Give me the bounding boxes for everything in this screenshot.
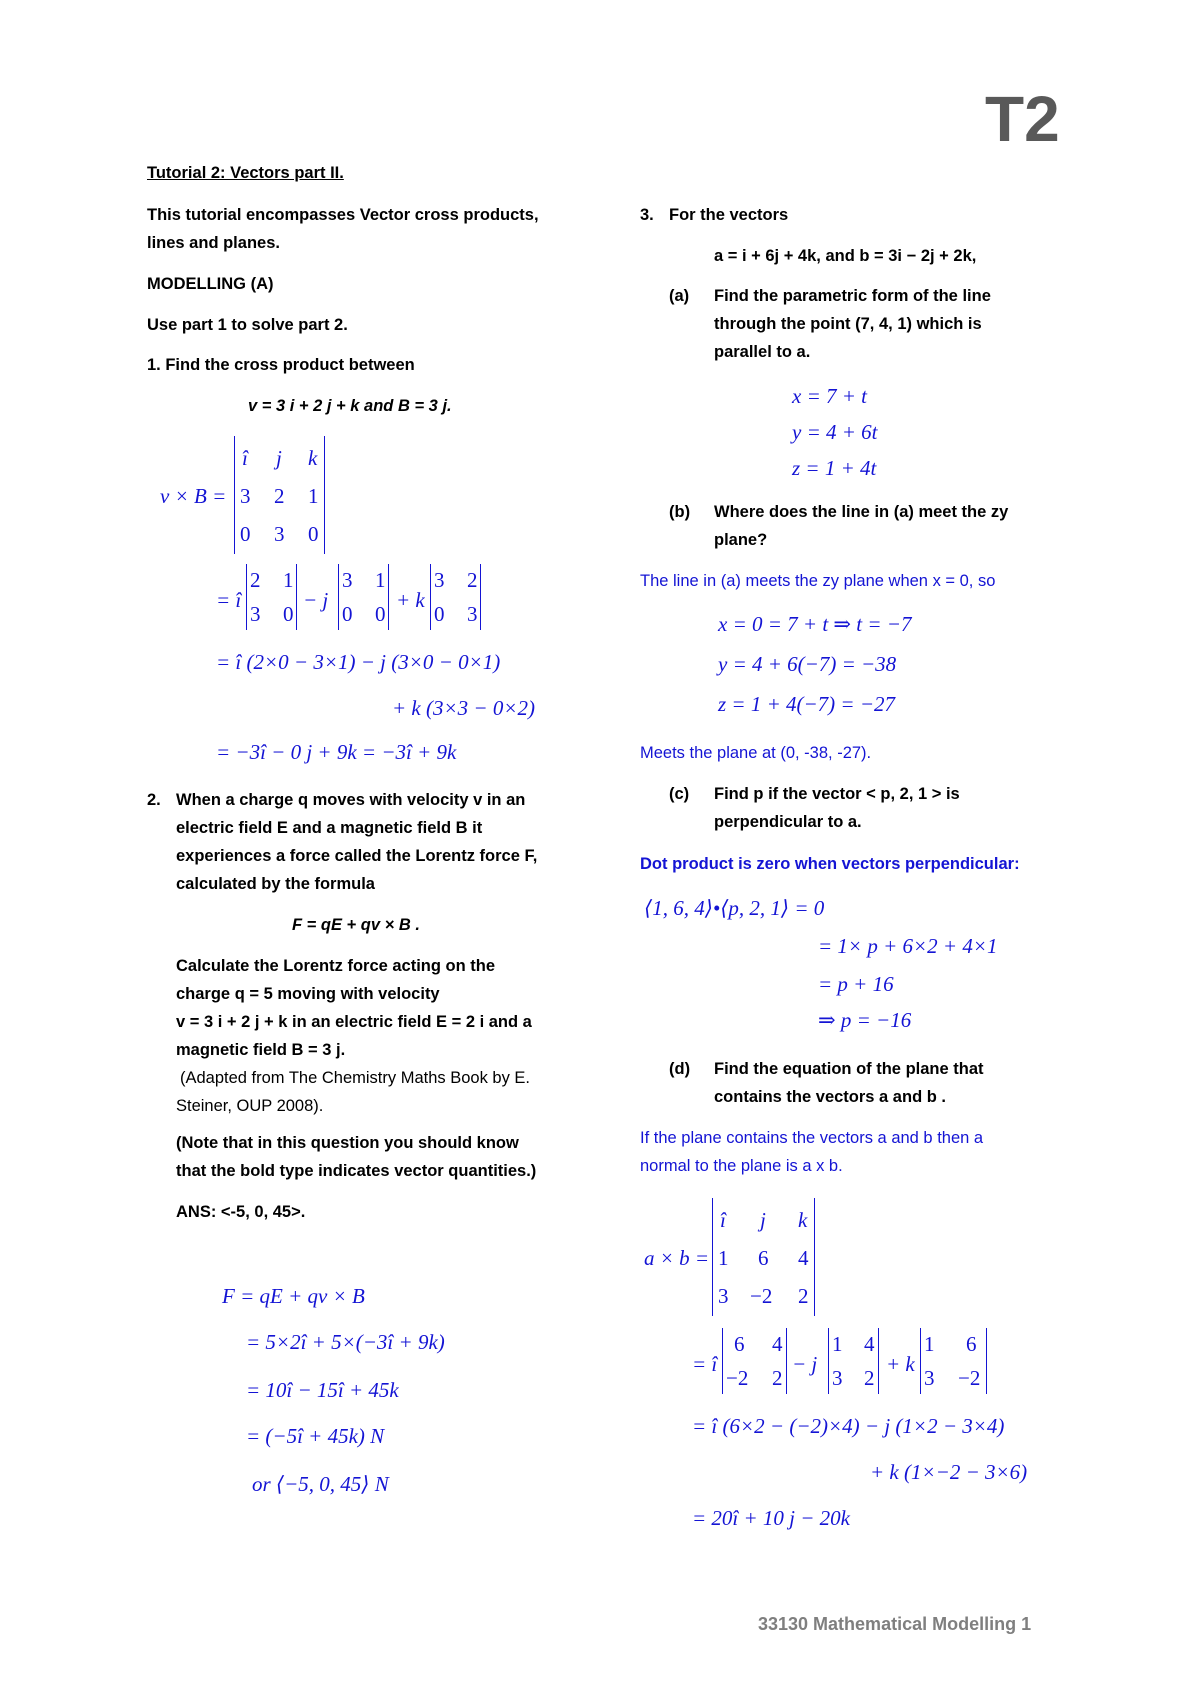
q3-number: 3.	[640, 206, 654, 224]
q2-line-1: When a charge q moves with velocity v in an	[176, 791, 526, 809]
d-det-cell: î	[720, 1208, 726, 1232]
c-step-4: ⇒ p = −16	[818, 1008, 912, 1032]
q2-line-6: charge q = 5 moving with velocity	[176, 985, 440, 1003]
q3-vectors: a = i + 6j + 4k, and b = 3i − 2j + 2k,	[714, 247, 977, 265]
part-d-answer-1: If the plane contains the vectors a and b then a	[640, 1129, 984, 1147]
part-a-line-1: Find the parametric form of the line	[714, 287, 991, 305]
d-det-cell: 4	[798, 1246, 809, 1270]
d-det-cell: j	[760, 1208, 766, 1232]
minor-bar	[480, 564, 481, 630]
part-d-answer-2: normal to the plane is a x b.	[640, 1157, 843, 1175]
q2-source-1: (Adapted from The Chemistry Maths Book by E.	[180, 1069, 531, 1087]
q2-step-4: = (−5î + 45k) N	[246, 1424, 385, 1448]
c-step-2: = 1× p + 6×2 + 4×1	[818, 934, 998, 958]
minus-j: − j	[303, 588, 329, 612]
minor-cell: 3	[924, 1366, 935, 1390]
part-c-answer: Dot product is zero when vectors perpendicular:	[640, 855, 1020, 873]
minor-bar	[296, 564, 297, 630]
minor-cell: 0	[342, 602, 353, 626]
part-b-answer-2: Meets the plane at (0, -38, -27).	[640, 744, 872, 762]
intro-line-2: lines and planes.	[147, 234, 280, 252]
q2-step-5: or ⟨−5, 0, 45⟩ N	[252, 1472, 389, 1496]
part-d-line-2: contains the vectors a and b .	[714, 1088, 946, 1106]
q1-cross-lhs: v × B =	[160, 484, 227, 508]
q1-det-cell: 1	[308, 484, 319, 508]
minor-cell: 1	[283, 568, 294, 592]
d-result: = 20î + 10 j − 20k	[692, 1506, 851, 1530]
part-d-line-1: Find the equation of the plane that	[714, 1060, 984, 1078]
q1-det-cell: j	[276, 446, 282, 470]
c-step-3: = p + 16	[818, 972, 894, 996]
c-step-1: ⟨1, 6, 4⟩•⟨p, 2, 1⟩ = 0	[644, 896, 825, 920]
minor-bar	[878, 1328, 879, 1394]
minor-cell: 1	[375, 568, 386, 592]
section-heading: MODELLING (A)	[147, 275, 274, 293]
minor-cell: 1	[924, 1332, 935, 1356]
q1-result: = −3î − 0 j + 9k = −3î + 9k	[216, 740, 457, 764]
d-cross-lhs: a × b =	[644, 1246, 710, 1270]
q2-step-2: = 5×2î + 5×(−3î + 9k)	[246, 1330, 445, 1354]
q2-note-2: that the bold type indicates vector quantities.)	[176, 1162, 537, 1180]
param-y: y = 4 + 6t	[792, 420, 878, 444]
q2-line-3: experiences a force called the Lorentz force F,	[176, 847, 538, 865]
q1-expansion-start: = î	[216, 588, 242, 612]
param-z: z = 1 + 4t	[792, 456, 877, 480]
minor-cell: 4	[772, 1332, 783, 1356]
b-step-z: z = 1 + 4(−7) = −27	[718, 692, 896, 716]
minor-cell: 2	[250, 568, 261, 592]
q1-line-3: = î (2×0 − 3×1) − j (3×0 − 0×1)	[216, 650, 501, 674]
minor-cell: 2	[467, 568, 478, 592]
part-a-label: (a)	[669, 287, 690, 305]
d-det-left-bar	[712, 1198, 713, 1316]
minor-cell: 3	[434, 568, 445, 592]
plus-k: + k	[886, 1352, 915, 1376]
part-a-line-2: through the point (7, 4, 1) which is	[714, 315, 982, 333]
minor-bar	[920, 1328, 921, 1394]
part-b-label: (b)	[669, 503, 691, 521]
b-step-y: y = 4 + 6(−7) = −38	[718, 652, 897, 676]
minor-cell: 0	[375, 602, 386, 626]
minor-bar	[828, 1328, 829, 1394]
question-1-expression: v = 3 i + 2 j + k and B = 3 j.	[248, 397, 452, 415]
d-line-3: = î (6×2 − (−2)×4) − j (1×2 − 3×4)	[692, 1414, 1005, 1438]
question-1: 1. Find the cross product between	[147, 356, 415, 374]
d-det-cell: k	[798, 1208, 808, 1232]
d-det-cell: 1	[718, 1246, 729, 1270]
part-b-line-2: plane?	[714, 531, 768, 549]
minor-cell: 0	[434, 602, 445, 626]
q1-line-4: + k (3×3 − 0×2)	[392, 696, 535, 720]
d-det-cell: 2	[798, 1284, 809, 1308]
minor-cell: 0	[283, 602, 294, 626]
q2-note-1: (Note that in this question you should know	[176, 1134, 519, 1152]
minor-cell: 2	[772, 1366, 783, 1390]
q2-number: 2.	[147, 791, 161, 809]
q3-heading: For the vectors	[669, 206, 789, 224]
b-step-x: x = 0 = 7 + t ⇒ t = −7	[718, 612, 912, 636]
minor-cell: 3	[832, 1366, 843, 1390]
q2-line-8: magnetic field B = 3 j.	[176, 1041, 346, 1059]
q1-det-cell: k	[308, 446, 318, 470]
q2-line-2: electric field E and a magnetic field B it	[176, 819, 483, 837]
q1-det-cell: 3	[274, 522, 285, 546]
d-det-cell: 6	[758, 1246, 769, 1270]
q1-det-cell: 0	[240, 522, 251, 546]
lorentz-formula: F = qE + qv × B .	[292, 916, 420, 934]
minor-cell: 6	[966, 1332, 977, 1356]
q1-det-cell: 2	[274, 484, 285, 508]
minor-cell: 3	[467, 602, 478, 626]
tutorial-title: Tutorial 2: Vectors part II.	[147, 164, 344, 182]
q1-det-cell: î	[242, 446, 248, 470]
param-x: x = 7 + t	[792, 384, 867, 408]
minor-bar	[388, 564, 389, 630]
d-det-cell: 3	[718, 1284, 729, 1308]
q1-det-left-bar	[234, 436, 235, 554]
q2-step-1: F = qE + qv × B	[222, 1284, 365, 1308]
intro-line-1: This tutorial encompasses Vector cross products,	[147, 206, 539, 224]
instruction: Use part 1 to solve part 2.	[147, 316, 348, 334]
minor-cell: 2	[864, 1366, 875, 1390]
minor-cell: 6	[734, 1332, 745, 1356]
part-b-answer-1: The line in (a) meets the zy plane when x = 0, so	[640, 572, 996, 590]
q1-det-cell: 3	[240, 484, 251, 508]
minor-cell: 4	[864, 1332, 875, 1356]
d-det-cell: −2	[750, 1284, 773, 1308]
d-line-4: + k (1×−2 − 3×6)	[870, 1460, 1028, 1484]
plus-k: + k	[396, 588, 425, 612]
minor-cell: −2	[726, 1366, 749, 1390]
minor-cell: 1	[832, 1332, 843, 1356]
minor-cell: 3	[342, 568, 353, 592]
q1-det-right-bar	[324, 436, 325, 554]
minor-bar	[986, 1328, 987, 1394]
q2-line-4: calculated by the formula	[176, 875, 375, 893]
part-a-line-3: parallel to a.	[714, 343, 811, 361]
footer-course: 33130 Mathematical Modelling 1	[758, 1614, 1032, 1634]
minor-bar	[722, 1328, 723, 1394]
part-d-label: (d)	[669, 1060, 691, 1078]
minor-cell: 3	[250, 602, 261, 626]
minus-j: − j	[792, 1352, 818, 1376]
page-tag: T2	[985, 83, 1060, 155]
minor-bar	[338, 564, 339, 630]
d-det-right-bar	[814, 1198, 815, 1316]
minor-bar	[430, 564, 431, 630]
part-b-line-1: Where does the line in (a) meet the zy	[714, 503, 1009, 521]
minor-bar	[786, 1328, 787, 1394]
q2-line-5: Calculate the Lorentz force acting on the	[176, 957, 496, 975]
q2-line-7: v = 3 i + 2 j + k in an electric field E = 2 i and a	[176, 1013, 532, 1031]
minor-bar	[246, 564, 247, 630]
q1-det-cell: 0	[308, 522, 319, 546]
part-c-label: (c)	[669, 785, 690, 803]
part-c-line-1: Find p if the vector < p, 2, 1 > is	[714, 785, 960, 803]
q2-source-2: Steiner, OUP 2008).	[176, 1097, 324, 1115]
minor-cell: −2	[958, 1366, 981, 1390]
d-expansion-start: = î	[692, 1352, 718, 1376]
part-c-line-2: perpendicular to a.	[714, 813, 862, 831]
q2-step-3: = 10î − 15î + 45k	[246, 1378, 399, 1402]
q2-answer: ANS: <-5, 0, 45>.	[176, 1203, 306, 1221]
